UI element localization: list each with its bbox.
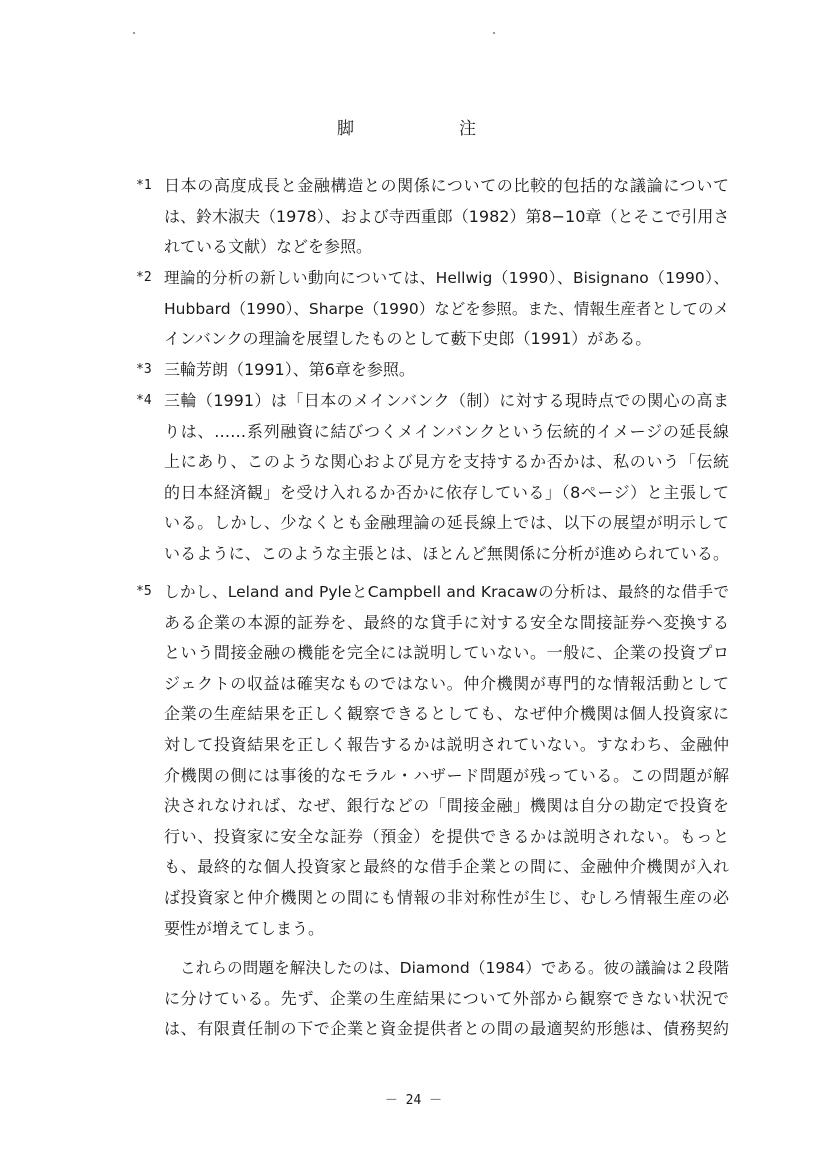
footnote-line: 三輪芳朗（1991）、第6章を参照。 [164, 360, 415, 379]
footnote-line: Hubbard（1990）、Sharpe（1990）などを参照。また、情報生産者としてのメ [164, 299, 729, 318]
scan-speck [493, 32, 495, 34]
paragraph-line: これらの問題を解決したのは、Diamond（1984）である。彼の議論は２段階 [180, 959, 729, 977]
footnote-line: という間接金融の機能を完全には説明していない。一般に、企業の投資プロ [164, 643, 729, 663]
footnote-line: いるように、このような主張とは、ほとんど無関係に分析が進められている。 [164, 543, 729, 563]
footnote-body [164, 386, 729, 570]
footnote-line: 企業の生産結果を正しく観察できるとしても、なぜ仲介機関は個人投資家に [164, 704, 729, 724]
footnote-marker: *4 [136, 393, 152, 408]
footnote-body [164, 355, 729, 386]
footnote-line: いる。しかし、少なくとも金融理論の延長線上では、以下の展望が明示して [164, 513, 729, 533]
footnote-line: 理論的分析の新しい動向については、Hellwig（1990）、Bisignano（1990）、 [164, 269, 729, 287]
footnote-line: 的日本経済観」を受け入れるか否かに依存している」（8ページ）と主張して [164, 482, 729, 502]
footnote-line: 要性が増えてしまう。 [164, 918, 325, 938]
footnote-marker: *2 [136, 270, 152, 285]
footnote-line: 日本の高度成長と金融構造との関係についての比較的包括的な議論について [164, 176, 729, 195]
paragraph-line: に分けている。先ず、企業の生産結果について外部から観察できない状況で [164, 988, 729, 1008]
footnote-line: ジェクトの収益は確実なものではない。仲介機関が専門的な情報活動として [164, 673, 729, 693]
page-number: － 24 － [384, 1093, 443, 1108]
footnote-line: ば投資家と仲介機関との間にも情報の非対称性が生じ、むしろ情報生産の必 [164, 887, 729, 907]
footnote-line: も、最終的な個人投資家と最終的な借手企業との間に、金融仲介機関が入れ [164, 857, 729, 877]
body-paragraph [164, 953, 729, 1045]
footnote-line: れている文献）などを参照。 [164, 237, 373, 257]
footnote-line: 行い、投資家に安全な証券（預金）を提供できるかは説明されない。もっと [164, 826, 729, 846]
footnote-body [164, 263, 729, 355]
page-title: 脚 注 [337, 119, 520, 139]
footnote-line: 上にあり、このような関心および見方を支持するか否かは、私のいう「伝統 [164, 452, 729, 472]
footnote-line: インバンクの理論を展望したものとして藪下史郎（1991）がある。 [164, 329, 652, 349]
footnote-line: 三輪（1991）は「日本のメインバンク（制）に対する現時点での関心の高ま [164, 391, 729, 410]
footnote-marker: *3 [136, 362, 152, 377]
footnote-line: 介機関の側には事後的なモラル・ハザード問題が残っている。この問題が解 [164, 765, 729, 785]
footnote-body [164, 577, 729, 944]
footnote-line: は、鈴木淑夫（1978）、および寺西重郎（1982）第8−10章（とそこで引用さ [164, 206, 730, 226]
footnote-marker: *1 [136, 178, 152, 193]
footnote-line: りは、……系列融資に結びつくメインバンクという伝統的イメージの延長線 [164, 421, 729, 441]
footnote-marker: *5 [136, 584, 152, 599]
scan-speck [133, 32, 135, 34]
footnote-line: 対して投資結果を正しく報告するかは説明されていない。すなわち、金融仲 [164, 734, 729, 754]
footnote-line: ある企業の本源的証券を、最終的な貸手に対する安全な間接証券へ変換する [164, 612, 729, 632]
footnote-line: 決されなければ、なぜ、銀行などの「間接金融」機関は自分の勘定で投資を [164, 796, 729, 816]
paragraph-line: は、有限責任制の下で企業と資金提供者との間の最適契約形態は、債務契約 [164, 1019, 729, 1039]
footnote-line: しかし、Leland and PyleとCampbell and Kracawの分析は、最終的な借手で [164, 583, 729, 601]
footnote-body [164, 171, 729, 263]
